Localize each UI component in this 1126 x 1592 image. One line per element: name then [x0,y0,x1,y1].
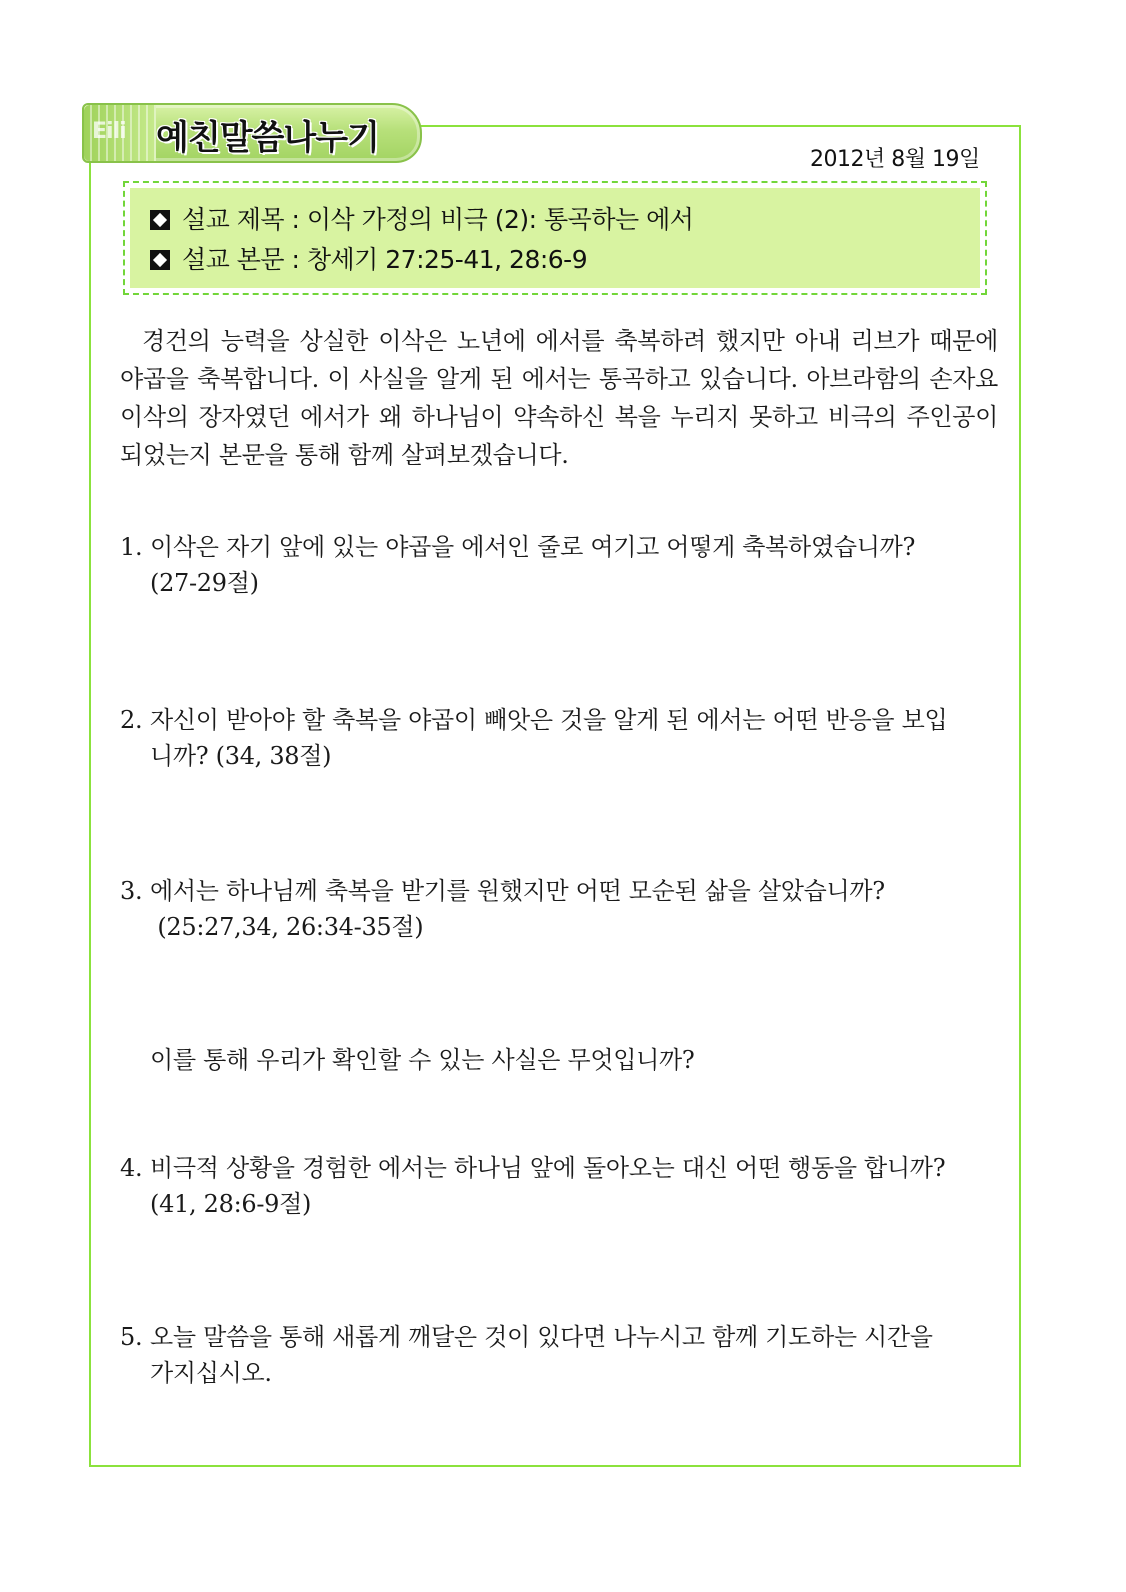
question-number: 4. [120,1154,143,1182]
section-title-tab [82,103,422,163]
question-continuation: (25:27,34, 26:34-35절) [150,913,424,941]
question-3-followup [120,1042,1000,1078]
intro-text: 경건의 능력을 상실한 이삭은 노년에 에서를 축복하려 했지만 아내 리브가 때문에 야곱을 축복합니다. 이 사실을 알게 된 에서는 통곡하고 있습니다. 아브라함의 손자요 이삭의 장자였던 에서가 왜 하나님이 약속하신 복을 누리지 못하고 비극의 주인공이 되었는지 본문을 통해 함께 살펴보겠습니다. [120,327,998,469]
question-number: 5. [120,1323,143,1351]
question-3 [120,873,1000,945]
question-continuation: (41, 28:6-9절) [150,1190,312,1218]
sermon-info-inner [130,188,980,288]
diamond-bullet-icon [150,250,170,270]
question-2 [120,702,1000,774]
sermon-text-row [150,240,980,280]
question-text: 비극적 상황을 경험한 에서는 하나님 앞에 돌아오는 대신 어떤 행동을 합니까? [150,1154,946,1182]
question-number: 2. [120,706,143,734]
question-1 [120,529,1000,601]
title-decoration [84,105,156,161]
question-continuation: 가지십시오. [150,1359,272,1387]
date-label: 2012년 8월 19일 [810,147,980,172]
question-continuation: (27-29절) [150,569,259,597]
sermon-info-box [123,181,987,295]
question-continuation: 니까? (34, 38절) [150,742,332,770]
diamond-bullet-icon [150,210,170,230]
question-number: 3. [120,877,143,905]
title-deco-text: Eili [92,119,126,144]
question-text: 오늘 말씀을 통해 새롭게 깨달은 것이 있다면 나누시고 함께 기도하는 시간을 [150,1323,933,1351]
page-title: 예친말씀나누기 [156,118,379,158]
question-5 [120,1319,1000,1391]
sermon-scripture: 설교 본문 : 창세기 27:25-41, 28:6-9 [182,245,588,274]
sermon-title: 설교 제목 : 이삭 가정의 비극 (2): 통곡하는 에서 [182,205,694,234]
sermon-title-row [150,200,980,240]
question-4 [120,1150,1000,1222]
question-text: 이를 통해 우리가 확인할 수 있는 사실은 무엇입니까? [150,1046,695,1074]
question-text: 에서는 하나님께 축복을 받기를 원했지만 어떤 모순된 삶을 살았습니까? [150,877,885,905]
question-number: 1. [120,533,143,561]
intro-paragraph [120,322,998,474]
question-text: 자신이 받아야 할 축복을 야곱이 빼앗은 것을 알게 된 에서는 어떤 반응을 보입 [150,706,948,734]
question-text: 이삭은 자기 앞에 있는 야곱을 에서인 줄로 여기고 어떻게 축복하였습니까? [150,533,916,561]
